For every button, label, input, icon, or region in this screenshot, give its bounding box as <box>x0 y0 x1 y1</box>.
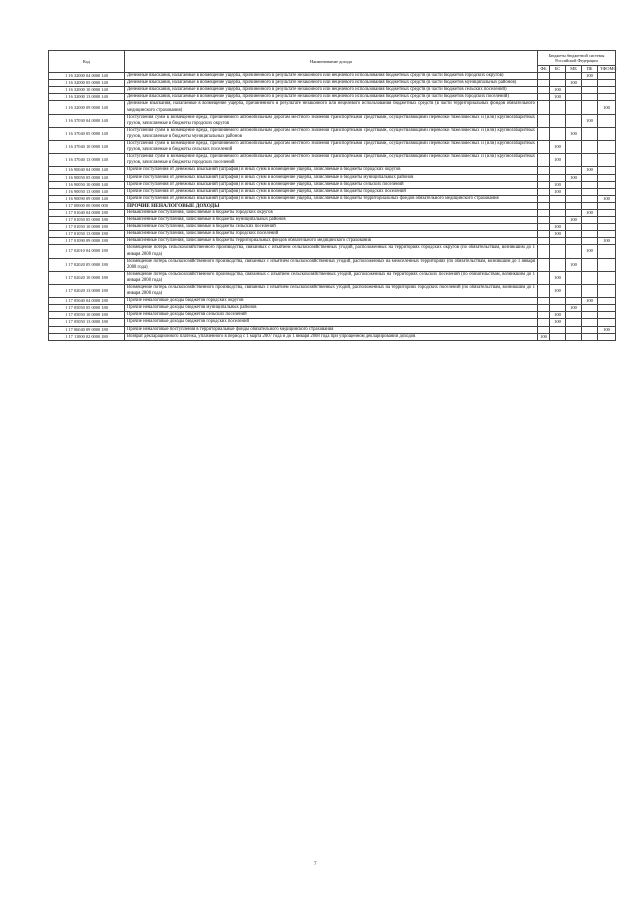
row-name: Прочие поступления от денежных взысканий (штрафов) и иных сумм в возмещение ущерба, зачисляемые в бюджеты территориальных фондов обязательного медицинского страхования <box>125 195 538 202</box>
row-code: 1 16 32000 05 0000 140 <box>49 80 125 87</box>
row-value <box>582 101 598 114</box>
row-value <box>566 231 582 238</box>
row-value <box>598 333 616 340</box>
row-code: 1 17 05050 05 0000 180 <box>49 305 125 312</box>
row-value <box>550 305 566 312</box>
row-value <box>582 87 598 94</box>
row-value <box>550 326 566 333</box>
row-value <box>582 285 598 298</box>
row-value: 100 <box>582 167 598 174</box>
table-row <box>49 298 616 305</box>
row-value: 100 <box>566 258 582 271</box>
row-value: 100 <box>550 319 566 326</box>
row-value <box>550 245 566 258</box>
header-col: БС <box>550 66 566 73</box>
row-value: 100 <box>566 174 582 181</box>
row-code: 1 17 02020 10 0000 180 <box>49 271 125 284</box>
row-value <box>566 167 582 174</box>
row-value <box>538 114 550 127</box>
row-value: 100 <box>598 195 616 202</box>
row-value <box>538 326 550 333</box>
row-value: 100 <box>550 285 566 298</box>
table-row <box>49 285 616 298</box>
row-name: Денежные взыскания, налагаемые в возмещение ущерба, причиненного в результате незаконного или нецелевого использования бюджетных средств (в части бюджетов муниципальных районов) <box>125 80 538 87</box>
row-value: 100 <box>550 188 566 195</box>
row-value: 100 <box>550 312 566 319</box>
row-value <box>582 202 598 209</box>
row-value <box>538 224 550 231</box>
header-budgets-group: Бюджеты бюджетной системы Российской Федерации <box>538 51 616 66</box>
row-name: Денежные взыскания, налагаемые в возмещение ущерба, причиненного в результате незаконного или нецелевого использования бюджетных средств (в части бюджетов сельских поселений) <box>125 87 538 94</box>
row-value <box>550 114 566 127</box>
revenue-table <box>48 50 616 341</box>
row-value <box>538 245 550 258</box>
row-value <box>566 326 582 333</box>
table-row <box>49 312 616 319</box>
row-code: 1 17 05040 04 0000 180 <box>49 298 125 305</box>
row-name: Поступления сумм в возмещение вреда, причиняемого автомобильным дорогам местного значения транспортными средствами, осуществляющими перевозки тяжеловесных и (или) крупногабаритных грузов, зачисляемые в бюджеты муниципальных районов <box>125 127 538 140</box>
row-value <box>566 202 582 209</box>
table-row <box>49 101 616 114</box>
row-code: 1 16 90050 05 0000 140 <box>49 174 125 181</box>
row-value <box>550 209 566 216</box>
revenue-classification-sheet <box>48 50 615 341</box>
row-name: Поступления сумм в возмещение вреда, причиняемого автомобильным дорогам местного значения транспортными средствами, осуществляющими перевозки тяжеловесных и (или) крупногабаритных грузов, зачисляемые в бюджеты сельских поселений <box>125 141 538 154</box>
row-value <box>566 101 582 114</box>
row-value <box>582 80 598 87</box>
row-code: 1 17 01050 10 0000 180 <box>49 224 125 231</box>
row-value <box>566 154 582 167</box>
row-value <box>598 141 616 154</box>
row-value <box>598 209 616 216</box>
row-value: 100 <box>550 154 566 167</box>
row-code: 1 17 01050 13 0000 180 <box>49 231 125 238</box>
row-value <box>550 101 566 114</box>
row-value <box>598 181 616 188</box>
row-value: 100 <box>582 209 598 216</box>
row-value: 100 <box>582 245 598 258</box>
row-value <box>566 141 582 154</box>
table-row <box>49 114 616 127</box>
row-value <box>598 312 616 319</box>
row-value: 100 <box>538 333 550 340</box>
table-row <box>49 94 616 101</box>
row-value <box>550 80 566 87</box>
row-name: Прочие поступления от денежных взысканий (штрафов) и иных сумм в возмещение ущерба, зачисляемые в бюджеты муниципальных районов <box>125 174 538 181</box>
row-value: 100 <box>550 87 566 94</box>
header-col: ТФОМС <box>598 66 616 73</box>
row-value <box>538 209 550 216</box>
row-value <box>582 312 598 319</box>
row-value <box>538 73 550 80</box>
row-code: 1 17 06040 09 0000 180 <box>49 326 125 333</box>
row-value <box>598 167 616 174</box>
row-value: 100 <box>550 181 566 188</box>
row-value <box>538 181 550 188</box>
row-value <box>598 94 616 101</box>
row-value <box>566 181 582 188</box>
row-code: 1 17 01040 04 0000 180 <box>49 209 125 216</box>
row-value <box>582 181 598 188</box>
row-code: 1 16 37030 04 0000 140 <box>49 114 125 127</box>
header-col: ФБ <box>538 66 550 73</box>
table-row <box>49 167 616 174</box>
row-value <box>582 238 598 245</box>
row-code: 1 17 02020 13 0000 180 <box>49 285 125 298</box>
row-name: Возмещение потерь сельскохозяйственного производства, связанных с изъятием сельскохозяйственных угодий, расположенных на территориях городских округов (по обязательствам, возникшим до 1 января 2008 года) <box>125 245 538 258</box>
row-code: 1 17 05050 10 0000 180 <box>49 312 125 319</box>
table-row <box>49 181 616 188</box>
row-value <box>582 174 598 181</box>
row-value <box>598 80 616 87</box>
row-name: Возмещение потерь сельскохозяйственного производства, связанных с изъятием сельскохозяйственных угодий, расположенных на территориях сельских поселений (по обязательствам, возникшим до 1 января 2008 года) <box>125 271 538 284</box>
row-value <box>538 127 550 140</box>
row-value: 100 <box>598 101 616 114</box>
row-value <box>538 141 550 154</box>
row-name: Поступления сумм в возмещение вреда, причиняемого автомобильным дорогам местного значения транспортными средствами, осуществляющими перевозки тяжеловесных и (или) крупногабаритных грузов, зачисляемые в бюджеты городских поселений <box>125 154 538 167</box>
table-row <box>49 141 616 154</box>
row-value <box>566 245 582 258</box>
row-value <box>598 73 616 80</box>
row-value <box>566 271 582 284</box>
row-value <box>582 141 598 154</box>
row-value <box>538 231 550 238</box>
row-value <box>550 174 566 181</box>
row-value <box>566 73 582 80</box>
row-name: Невыясненные поступления, зачисляемые в бюджеты территориальных фондов обязательного медицинского страхования <box>125 238 538 245</box>
table-row <box>49 258 616 271</box>
row-name: Поступления сумм в возмещение вреда, причиняемого автомобильным дорогам местного значения транспортными средствами, осуществляющими перевозки тяжеловесных и (или) крупногабаритных грузов, зачисляемые в бюджеты городских округов <box>125 114 538 127</box>
row-value <box>538 319 550 326</box>
row-code: 1 16 32000 10 0000 140 <box>49 87 125 94</box>
row-value <box>598 319 616 326</box>
row-code: 1 16 32000 09 0000 140 <box>49 101 125 114</box>
row-code: 1 17 02020 05 0000 180 <box>49 258 125 271</box>
row-value <box>598 231 616 238</box>
row-code: 1 17 02010 04 0000 180 <box>49 245 125 258</box>
table-row <box>49 209 616 216</box>
table-row <box>49 238 616 245</box>
row-code: 1 17 00000 00 0000 000 <box>49 202 125 209</box>
row-name: Денежные взыскания, налагаемые в возмещение ущерба, причиненного в результате незаконного или нецелевого использования бюджетных средств (в части территориальных фондов обязательного медицинского страхования) <box>125 101 538 114</box>
row-name: Невыясненные поступления, зачисляемые в бюджеты сельских поселений <box>125 224 538 231</box>
row-name: Невыясненные поступления, зачисляемые в бюджеты муниципальных районов <box>125 217 538 224</box>
row-name: Прочие неналоговые доходы бюджетов городских поселений <box>125 319 538 326</box>
row-name: Денежные взыскания, налагаемые в возмещение ущерба, причиненного в результате незаконного или нецелевого использования бюджетных средств (в части бюджетов городских поселений) <box>125 94 538 101</box>
row-value: 100 <box>598 326 616 333</box>
row-value <box>538 174 550 181</box>
row-name: Невыясненные поступления, зачисляемые в бюджеты городских округов <box>125 209 538 216</box>
row-code: 1 17 01050 05 0000 180 <box>49 217 125 224</box>
row-value <box>598 174 616 181</box>
table-row <box>49 73 616 80</box>
row-name: Прочие поступления от денежных взысканий (штрафов) и иных сумм в возмещение ущерба, зачисляемые в бюджеты сельских поселений <box>125 181 538 188</box>
row-value <box>582 319 598 326</box>
row-value <box>598 305 616 312</box>
row-code: 1 16 90050 13 0000 140 <box>49 188 125 195</box>
row-code: 1 16 90040 04 0000 140 <box>49 167 125 174</box>
row-name: Возмещение потерь сельскохозяйственного производства, связанных с изъятием сельскохозяйственных угодий, расположенных на межселенных территориях (по обязательствам, возникшим до 1 января 2008 года) <box>125 258 538 271</box>
row-value <box>582 258 598 271</box>
row-value <box>566 209 582 216</box>
row-value <box>598 188 616 195</box>
row-value <box>598 224 616 231</box>
row-value: 100 <box>566 127 582 140</box>
row-name: Невыясненные поступления, зачисляемые в бюджеты городских поселений <box>125 231 538 238</box>
row-value <box>538 298 550 305</box>
row-value: 100 <box>566 80 582 87</box>
row-value <box>598 298 616 305</box>
header-code: Код <box>49 51 125 73</box>
row-code: 1 16 32000 13 0000 140 <box>49 94 125 101</box>
table-row <box>49 154 616 167</box>
row-value <box>550 258 566 271</box>
row-value <box>550 333 566 340</box>
table-row <box>49 333 616 340</box>
row-value: 100 <box>582 114 598 127</box>
row-value <box>538 94 550 101</box>
table-row <box>49 231 616 238</box>
row-name: Прочие поступления от денежных взысканий (штрафов) и иных сумм в возмещение ущерба, зачисляемые в бюджеты городских поселений <box>125 188 538 195</box>
row-value <box>538 238 550 245</box>
table-row <box>49 224 616 231</box>
row-value <box>598 271 616 284</box>
row-value <box>582 127 598 140</box>
row-name: ПРОЧИЕ НЕНАЛОГОВЫЕ ДОХОДЫ <box>125 202 538 209</box>
row-value <box>538 167 550 174</box>
row-value <box>566 285 582 298</box>
row-value <box>566 188 582 195</box>
header-name: Наименование дохода <box>125 51 538 73</box>
row-name: Прочие неналоговые поступления в территориальные фонды обязательного медицинского страхования <box>125 326 538 333</box>
row-name: Прочие поступления от денежных взысканий (штрафов) и иных сумм в возмещение ущерба, зачисляемые в бюджеты городских округов <box>125 167 538 174</box>
row-value <box>582 305 598 312</box>
row-value: 100 <box>550 224 566 231</box>
row-value <box>566 319 582 326</box>
row-code: 1 17 11000 02 0000 180 <box>49 333 125 340</box>
row-value <box>566 298 582 305</box>
row-value <box>550 202 566 209</box>
row-value <box>582 333 598 340</box>
row-value <box>538 271 550 284</box>
row-value <box>566 224 582 231</box>
table-row <box>49 319 616 326</box>
row-value <box>550 73 566 80</box>
row-value: 100 <box>550 141 566 154</box>
row-value <box>566 195 582 202</box>
row-value <box>598 154 616 167</box>
row-code: 1 17 05050 13 0000 180 <box>49 319 125 326</box>
row-value <box>582 94 598 101</box>
table-body <box>49 73 616 341</box>
table-row <box>49 245 616 258</box>
row-value <box>538 87 550 94</box>
row-value <box>566 333 582 340</box>
row-value <box>582 231 598 238</box>
row-code: 1 16 90050 10 0000 140 <box>49 181 125 188</box>
row-value <box>598 245 616 258</box>
row-value <box>538 217 550 224</box>
row-value <box>582 326 598 333</box>
row-value <box>582 271 598 284</box>
row-value: 100 <box>550 94 566 101</box>
row-value <box>550 217 566 224</box>
row-value <box>598 114 616 127</box>
row-value <box>598 285 616 298</box>
row-value <box>538 305 550 312</box>
row-value <box>582 188 598 195</box>
row-value <box>598 217 616 224</box>
row-value <box>538 195 550 202</box>
table-row <box>49 87 616 94</box>
row-name: Денежные взыскания, налагаемые в возмещение ущерба, причиненного в результате незаконного или нецелевого использования бюджетных средств (в части бюджетов городских округов) <box>125 73 538 80</box>
row-value <box>566 312 582 319</box>
row-value: 100 <box>566 217 582 224</box>
row-value <box>550 238 566 245</box>
row-value <box>598 258 616 271</box>
row-name: Прочие неналоговые доходы бюджетов муниципальных районов <box>125 305 538 312</box>
header-col: ПБ <box>582 66 598 73</box>
row-value: 100 <box>598 238 616 245</box>
table-row <box>49 188 616 195</box>
row-value <box>566 94 582 101</box>
table-row <box>49 217 616 224</box>
row-value <box>538 258 550 271</box>
row-value <box>582 154 598 167</box>
table-row <box>49 80 616 87</box>
table-row <box>49 195 616 202</box>
row-value: 100 <box>550 231 566 238</box>
row-value <box>550 167 566 174</box>
row-value: 100 <box>550 271 566 284</box>
row-name: Прочие неналоговые доходы бюджетов городских округов <box>125 298 538 305</box>
row-code: 1 17 01090 09 0000 180 <box>49 238 125 245</box>
row-value: 100 <box>566 305 582 312</box>
table-row <box>49 326 616 333</box>
row-value <box>598 87 616 94</box>
page-number: 7 <box>314 862 317 867</box>
row-code: 1 16 90090 09 0000 140 <box>49 195 125 202</box>
table-row <box>49 127 616 140</box>
row-value <box>538 80 550 87</box>
row-value <box>598 202 616 209</box>
row-value <box>566 87 582 94</box>
row-name: Возмещение потерь сельскохозяйственного производства, связанных с изъятием сельскохозяйственных угодий, расположенных на территориях городских поселений (по обязательствам, возникшим до 1 января 2008 года) <box>125 285 538 298</box>
row-value <box>550 195 566 202</box>
row-value <box>538 202 550 209</box>
row-code: 1 16 32000 04 0000 140 <box>49 73 125 80</box>
row-value <box>538 285 550 298</box>
row-value <box>582 217 598 224</box>
row-value <box>538 188 550 195</box>
table-row <box>49 271 616 284</box>
table-header <box>49 51 616 73</box>
row-value <box>538 312 550 319</box>
row-value <box>538 101 550 114</box>
header-col: МБ <box>566 66 582 73</box>
row-name: Прочие неналоговые доходы бюджетов сельских поселений <box>125 312 538 319</box>
row-value <box>582 224 598 231</box>
row-value: 100 <box>582 298 598 305</box>
section-row <box>49 202 616 209</box>
table-row <box>49 174 616 181</box>
row-value <box>550 298 566 305</box>
row-value <box>566 114 582 127</box>
row-value <box>582 195 598 202</box>
table-row <box>49 305 616 312</box>
row-code: 1 16 37040 10 0000 140 <box>49 141 125 154</box>
row-value: 100 <box>582 73 598 80</box>
row-name: Возврат декларационного платежа, уплаченного в период с 1 марта 2007 года и до 1 января 2008 года при упрощенном декларировании доходов <box>125 333 538 340</box>
row-value <box>538 154 550 167</box>
row-code: 1 16 37040 05 0000 140 <box>49 127 125 140</box>
row-value <box>598 127 616 140</box>
row-value <box>566 238 582 245</box>
row-value <box>550 127 566 140</box>
row-code: 1 16 37040 13 0000 140 <box>49 154 125 167</box>
